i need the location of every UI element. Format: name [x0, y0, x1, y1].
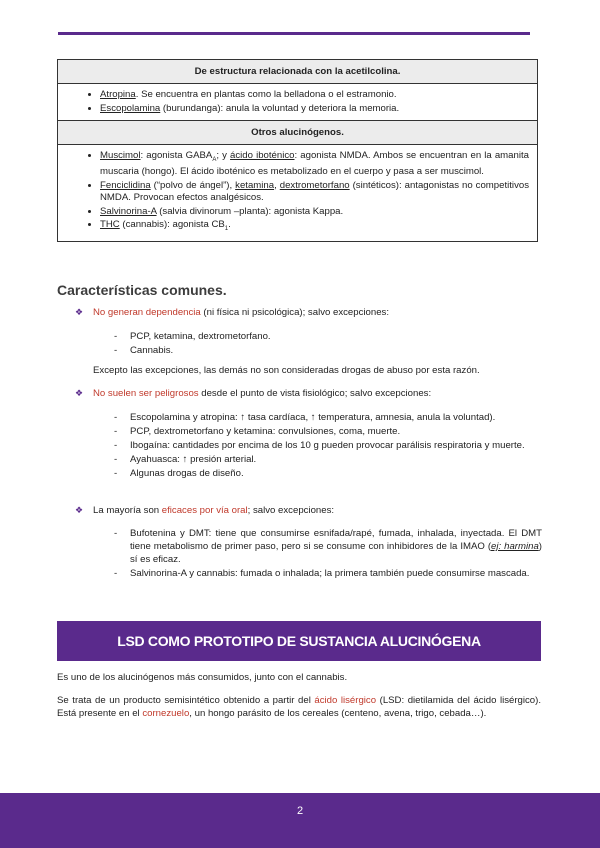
- table-cell-group2: [58, 145, 538, 242]
- list-item: - PCP, dextrometorfano y ketamina: convulsiones, coma, muerte.: [130, 425, 542, 438]
- list-item: - PCP, ketamina, dextrometorfano.: [130, 330, 550, 343]
- list-item: • Muscimol: agonista $GABA_A$; y ácido iboténico: agonista NMDA. Ambos se encuentran en la amanita muscaria (hongo). El ácido iboténico es metabolizado en el cuerpo y pasa a ser muscimol.: [100, 150, 529, 179]
- list-via-oral: [130, 527, 542, 581]
- list-item: • Atropina. Se encuentra en plantas como la belladona o el estramonio.: [100, 89, 529, 102]
- point-via-oral: La mayoría son eficaces por vía oral; salvo excepciones:: [93, 505, 335, 516]
- footer-bar: [0, 793, 600, 848]
- section-banner: LSD COMO PROTOTIPO DE SUSTANCIA ALUCINÓGENA: [57, 621, 541, 661]
- list-peligrosos: [130, 411, 542, 481]
- list-item: • Escopolamina (burundanga): anula la voluntad y deteriora la memoria.: [100, 103, 529, 116]
- list-item: • Salvinorina-A (salvia divinorum –planta): agonista Kappa.: [100, 206, 529, 219]
- note-dependencia: Excepto las excepciones, las demás no son consideradas drogas de abuso por esta razón.: [93, 365, 480, 376]
- list-item: • Fenciclidina (“polvo de ángel”), ketamina, dextrometorfano (sintéticos): antagonistas no competitivos NMDA. Provocan efectos analgésicos.: [100, 180, 529, 205]
- table-cell-group1: [58, 84, 538, 121]
- list-item: - Ibogaína: cantidades por encima de los 10 g pueden provocar parálisis respiratoria y muerte.: [130, 439, 542, 452]
- list-item: • THC (cannabis): agonista $CB_1$.: [100, 219, 529, 235]
- top-rule: [58, 32, 530, 35]
- table-header-acetilcolina: De estructura relacionada con la acetilcolina.: [58, 60, 538, 84]
- list-item: - Bufotenina y DMT: tiene que consumirse esnifada/rapé, fumada, inhalada, inyectada. El DMT tiene metabolismo de primer paso, pero si se consume con inhibidores de la IMAO (ej: harmina) sí es eficaz.: [130, 527, 542, 566]
- point-no-dependencia: No generan dependencia (ni física ni psicológica); salvo excepciones:: [93, 307, 389, 318]
- list-dependencia: [130, 330, 550, 358]
- diamond-bullet-icon: ❖: [75, 307, 84, 317]
- list-item: - Ayahuasca: ↑ presión arterial.: [130, 453, 542, 466]
- diamond-bullet-icon: ❖: [75, 505, 84, 515]
- diamond-bullet-icon: ❖: [75, 388, 84, 398]
- list-item: - Cannabis.: [130, 344, 550, 357]
- list-item: - Escopolamina y atropina: ↑ tasa cardíaca, ↑ temperatura, amnesia, anula la voluntad).: [130, 411, 542, 424]
- info-table: [57, 59, 538, 242]
- page-number: 2: [296, 805, 304, 817]
- section-title: Características comunes.: [57, 282, 227, 298]
- lsd-intro: Es uno de los alucinógenos más consumidos, junto con el cannabis.: [57, 672, 348, 683]
- list-item: - Salvinorina-A y cannabis: fumada o inhalada; la primera también puede consumirse mascada.: [130, 567, 542, 580]
- list-item: - Algunas drogas de diseño.: [130, 467, 542, 480]
- table-header-otros: Otros alucinógenos.: [58, 121, 538, 145]
- point-no-peligrosos: No suelen ser peligrosos desde el punto de vista fisiológico; salvo excepciones:: [93, 388, 432, 399]
- lsd-description: Se trata de un producto semisintético obtenido a partir del ácido lisérgico (LSD: dietilamida del ácido lisérgico). Está presente en el cornezuelo, un hongo parásito de los cereales (centeno, avena, trigo, cebada…).: [57, 695, 542, 719]
